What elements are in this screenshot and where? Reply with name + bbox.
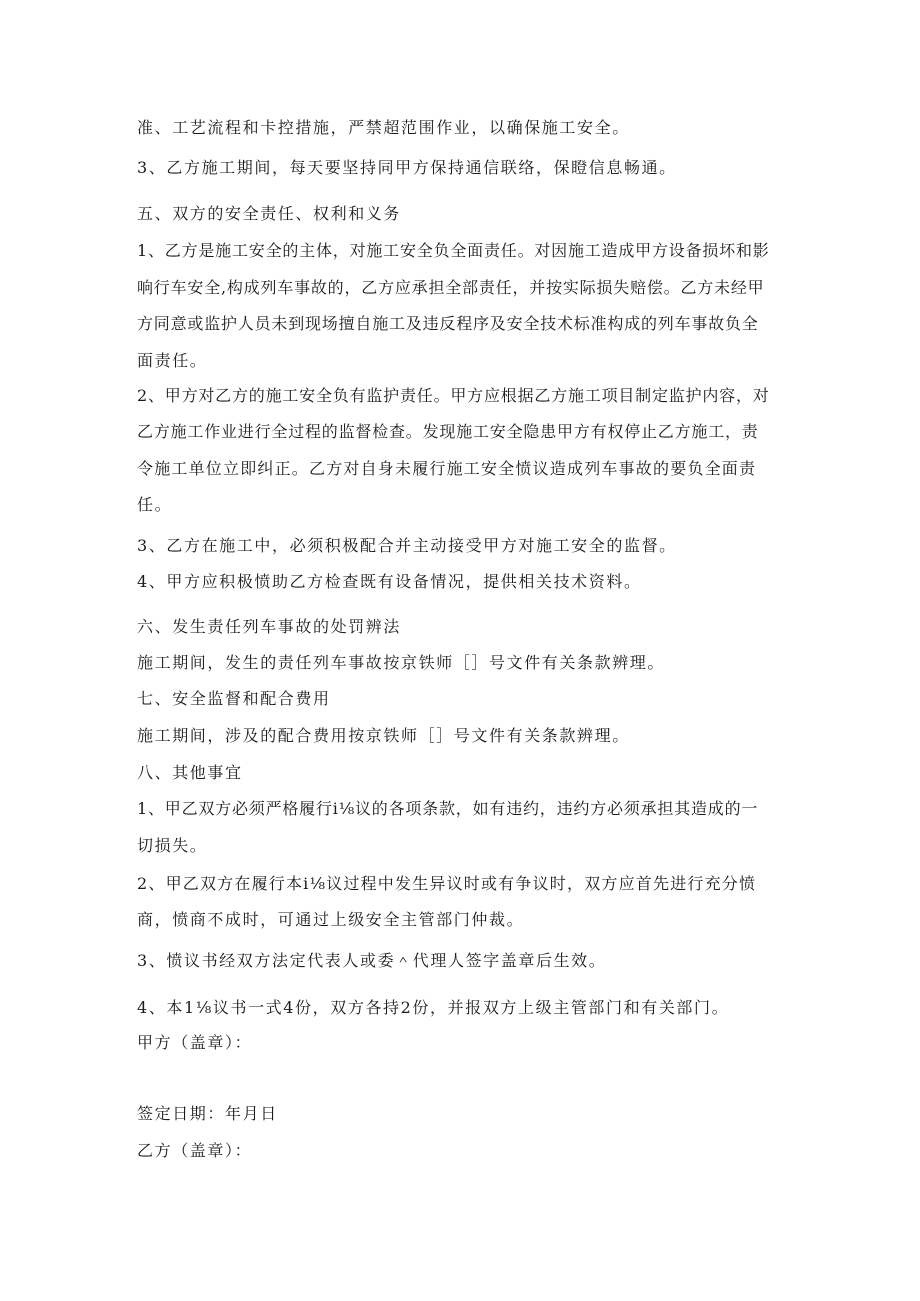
signature-party-b: 乙方（盖章）： [137,1141,253,1160]
text-line: 2、甲方对乙方的施工安全负有监护责任。甲方应根据乙方施工项目制定监护内容，对 [137,386,770,405]
text-line: 3、乙方施工期间，每天要坚持同甲方保持通信联络，保瞪信息畅通。 [137,158,677,177]
signature-party-a: 甲方（盖章）： [137,1033,253,1052]
section-heading: 七、安全监督和配合费用 [137,689,331,708]
text-line: 施工期间，涉及的配合费用按京铁师［］号文件有关条款辨理。 [137,726,630,745]
signing-date: 签定日期：年月日 [137,1104,278,1123]
text-line: 乙方施工作业进行全过程的监督检查。发现施工安全隐患甲方有权停止乙方施工，责 [137,422,759,441]
text-line: 响行车安全,构成列车事故的，乙方应承担全部责任，并按实际损失赔偿。乙方未经甲 [137,278,765,297]
text-line: 1、甲乙双方必须严格履行i⅛议的各项条款，如有违约，违约方必须承担其造成的一 [137,799,759,818]
text-line: 2、甲乙双方在履行本i⅛议过程中发生异议时或有争议时，双方应首先进行充分愤 [137,874,757,893]
text-line: 准、工艺流程和卡控措施，严禁超范围作业，以确保施工安全。 [137,118,630,137]
section-heading: 五、双方的安全责任、权利和义务 [137,204,402,223]
text-line: 4、本1⅛议书一式4份，双方各持2份，并报双方上级主管部门和有关部门。 [137,998,730,1017]
text-line: 3、愤议书经双方法定代表人或委＾代理人签字盖章后生效。 [137,951,607,970]
text-line: 商，愤商不成时，可通过上级安全主管部门仲裁。 [137,910,525,929]
text-line: 施工期间，发生的责任列车事故按京铁师［］号文件有关条款辨理。 [137,653,666,672]
text-line: 任。 [137,495,173,514]
text-line: 方同意或监护人员未到现场擅自施工及违反程序及安全技术标准构成的列车事故负全 [137,314,759,333]
text-line: 面责任。 [137,351,208,370]
text-line: 令施工单位立即纠正。乙方对自身未履行施工安全愤议造成列车事故的要负全面责 [137,459,757,478]
text-line: 切损失。 [137,836,208,855]
text-line: 1、乙方是施工安全的主体，对施工安全负全面责任。对因施工造成甲方设备损坏和影 [137,241,770,260]
text-line: 4、甲方应积极愤助乙方检查既有设备情况，提供相关技术资料。 [137,572,642,591]
section-heading: 八、其他事宜 [137,763,243,782]
section-heading: 六、发生责任列车事故的处罚辨法 [137,617,402,636]
text-line: 3、乙方在施工中，必须积极配合并主动接受甲方对施工安全的监督。 [137,536,677,555]
